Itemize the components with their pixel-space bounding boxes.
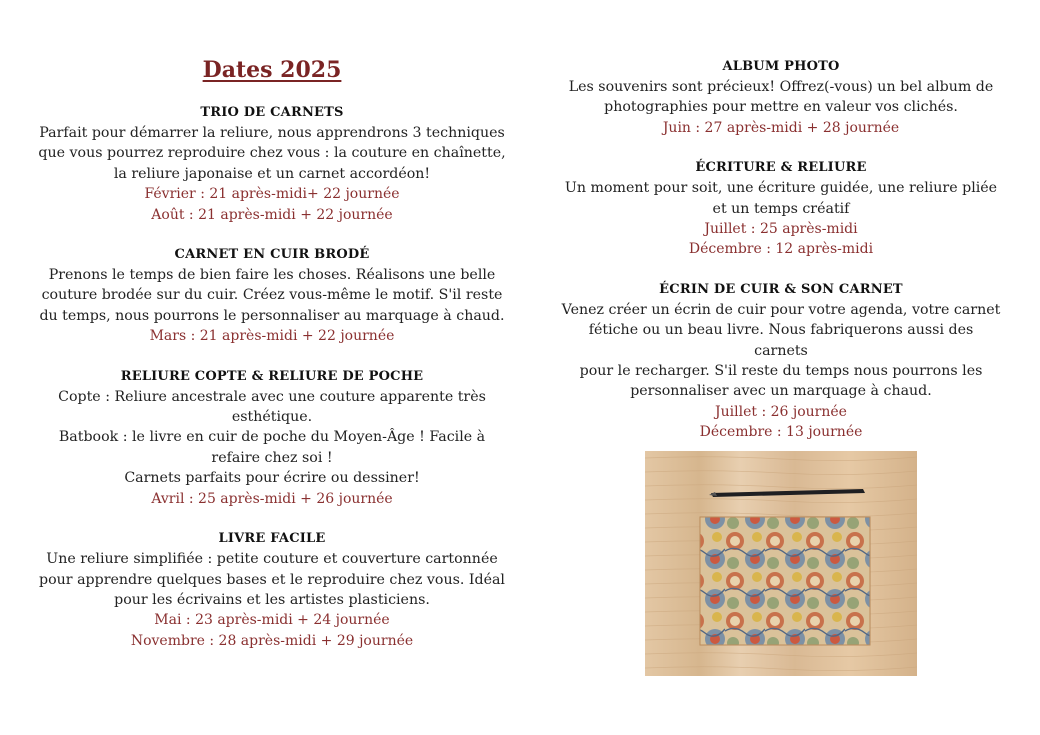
section-date: Juillet : 25 après-midi — [704, 221, 858, 238]
section-text-line: la reliure japonaise et un carnet accordéon! — [113, 165, 431, 182]
section-date: Décembre : 12 après-midi — [688, 241, 874, 258]
section-carnet-cuir-brode — [30, 245, 514, 347]
left-column — [30, 0, 514, 651]
section-title: ÉCRITURE & RELIURE — [695, 160, 867, 176]
section-date: Mai : 23 après-midi + 24 journée — [154, 612, 390, 629]
section-date: Décembre : 13 journée — [699, 424, 863, 441]
section-title: ÉCRIN DE CUIR & SON CARNET — [659, 281, 903, 297]
section-text-line: pour apprendre quelques bases et le reproduire chez vous. Idéal — [39, 571, 505, 588]
section-trio-de-carnets — [30, 103, 514, 225]
section-date: Avril : 25 après-midi + 26 journée — [151, 490, 393, 507]
section-text-line: que vous pourrez reproduire chez vous : la couture en chaînette, — [38, 145, 506, 162]
right-column — [560, 0, 1002, 443]
section-livre-facile — [30, 529, 514, 651]
section-title: RELIURE COPTE & RELIURE DE POCHE — [120, 368, 424, 384]
section-ecrin-de-cuir — [560, 280, 1002, 443]
section-text-line: esthétique. — [231, 409, 313, 426]
section-title: CARNET EN CUIR BRODÉ — [174, 247, 370, 263]
section-text-line: pour le recharger. S'il reste du temps nous pourrons les — [579, 363, 983, 380]
section-date: Mars : 21 après-midi + 22 journée — [149, 328, 395, 345]
section-text-line: Une reliure simplifiée : petite couture et couverture cartonnée — [46, 551, 498, 568]
section-text-line: photographies pour mettre en valeur vos clichés. — [604, 99, 958, 116]
section-text-line: Venez créer un écrin de cuir pour votre agenda, votre carnet — [561, 301, 1001, 318]
section-date: Juillet : 26 journée — [715, 403, 847, 420]
section-date: Juin : 27 après-midi + 28 journée — [662, 119, 900, 136]
section-text-line: pour les écrivains et les artistes plasticiens. — [114, 591, 430, 608]
section-text-line: Prenons le temps de bien faire les choses. Réalisons une belle — [48, 267, 496, 284]
section-text-line: fétiche ou un beau livre. Nous fabriquerons aussi des carnets — [588, 322, 974, 359]
section-text-line: du temps, nous pourrons le personnaliser au marquage à chaud. — [39, 307, 505, 324]
page-title: Dates 2025 — [202, 57, 342, 83]
section-date: Août : 21 après-midi + 22 journée — [151, 206, 393, 223]
section-text-line: refaire chez soi ! — [211, 449, 333, 466]
section-album-photo — [560, 57, 1002, 138]
section-reliure-copte — [30, 367, 514, 509]
section-text-line: Copte : Reliure ancestrale avec une couture apparente très — [58, 388, 486, 405]
section-text-line: Les souvenirs sont précieux! Offrez(-vous) un bel album de — [568, 79, 994, 95]
section-text-line: Batbook : le livre en cuir de poche du Moyen-Âge ! Facile à — [58, 429, 486, 446]
notebook-photo — [645, 451, 917, 676]
section-text-line: couture brodée sur du cuir. Créez vous-même le motif. S'il reste — [41, 287, 503, 304]
section-title: LIVRE FACILE — [218, 531, 326, 547]
notebook-photo-illustration — [645, 451, 917, 676]
section-date: Février : 21 après-midi+ 22 journée — [144, 186, 400, 203]
section-date: Novembre : 28 après-midi + 29 journée — [130, 632, 414, 649]
section-text-line: Carnets parfaits pour écrire ou dessiner! — [124, 470, 420, 487]
section-title: TRIO DE CARNETS — [200, 105, 344, 120]
section-text-line: personnaliser avec un marquage à chaud. — [630, 383, 932, 400]
section-text-line: Un moment pour soit, une écriture guidée, une reliure pliée — [564, 180, 998, 197]
section-text-line: et un temps créatif — [712, 200, 850, 217]
section-ecriture-reliure — [560, 158, 1002, 260]
section-title: ALBUM PHOTO — [722, 59, 840, 74]
section-text-line: Parfait pour démarrer la reliure, nous apprendrons 3 techniques — [39, 125, 505, 141]
